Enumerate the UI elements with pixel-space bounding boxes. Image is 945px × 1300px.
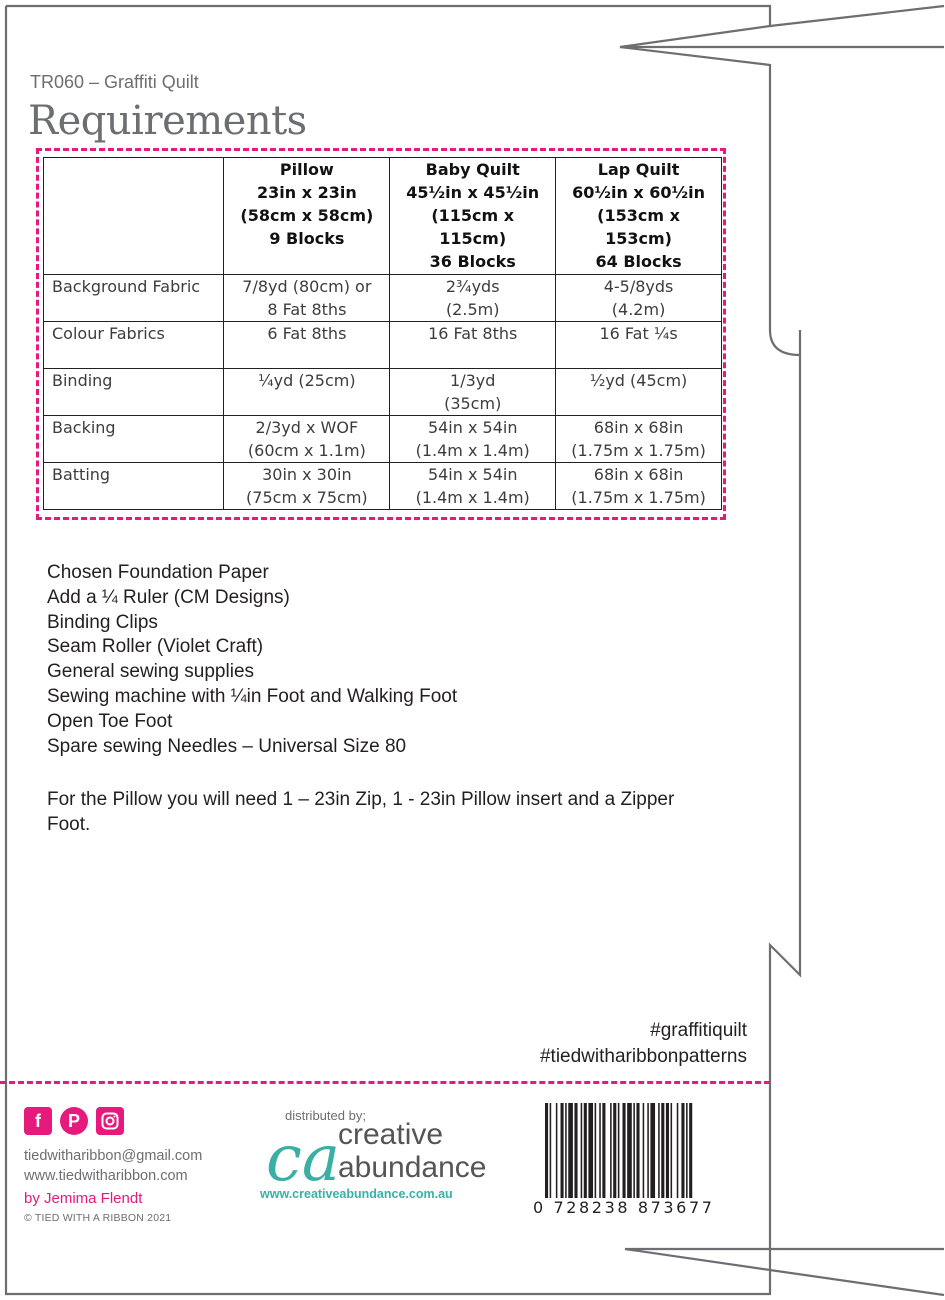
contact-info bbox=[24, 1146, 202, 1186]
cell-line: 4-5/8yds bbox=[603, 277, 674, 296]
row-label: Background Fabric bbox=[44, 275, 224, 322]
cell-line: (35cm) bbox=[444, 394, 502, 413]
cell-line: 7/8yd (80cm) or bbox=[242, 277, 372, 296]
header-line: 153cm) bbox=[605, 229, 672, 248]
cell-line: 30in x 30in bbox=[262, 465, 352, 484]
list-item: General sewing supplies bbox=[47, 661, 255, 683]
table-cell bbox=[556, 369, 722, 416]
cell-line: 1/3yd bbox=[450, 371, 496, 390]
table-header-row bbox=[44, 158, 722, 275]
table-cell bbox=[224, 322, 390, 369]
list-item: Chosen Foundation Paper bbox=[47, 562, 269, 583]
table-cell bbox=[556, 463, 722, 510]
table-row bbox=[44, 275, 722, 322]
table-cell bbox=[390, 416, 556, 463]
list-item: Add a ¼ Ruler (CM Designs) bbox=[47, 586, 290, 608]
facebook-icon[interactable]: f bbox=[24, 1107, 52, 1135]
page-title: Requirements bbox=[28, 98, 307, 144]
cell-line: (1.75m x 1.75m) bbox=[571, 488, 706, 507]
cell-line: (4.2m) bbox=[611, 300, 666, 319]
cell-line: 54in x 54in bbox=[427, 418, 518, 437]
cell-line: 16 Fat 8ths bbox=[428, 324, 518, 343]
hashtag[interactable]: #tiedwitharibbonpatterns bbox=[539, 1046, 747, 1067]
list-item: Seam Roller (Violet Craft) bbox=[47, 636, 264, 658]
author-credit: by Jemima Flendt bbox=[24, 1190, 143, 1207]
table-cell bbox=[556, 322, 722, 369]
header-line: 60½in x 60½in bbox=[572, 183, 705, 202]
table-row bbox=[44, 416, 722, 463]
header-line: 9 Blocks bbox=[269, 229, 345, 248]
table-row bbox=[44, 369, 722, 416]
footer-divider bbox=[0, 1081, 770, 1084]
requirements-table bbox=[43, 157, 722, 510]
distributor-label: distributed by; bbox=[285, 1108, 366, 1123]
header-line: (115cm x bbox=[431, 206, 515, 225]
header-line: (153cm x bbox=[597, 206, 680, 225]
cell-line: 8 Fat 8ths bbox=[267, 300, 347, 319]
table-cell bbox=[224, 463, 390, 510]
svg-text:ca: ca bbox=[266, 1122, 340, 1196]
barcode-digits: 0 728238 873677 bbox=[533, 1198, 715, 1217]
list-item: Sewing machine with ¼in Foot and Walking Foot bbox=[47, 685, 458, 707]
supplies-list bbox=[47, 561, 457, 759]
header-line: (58cm x 58cm) bbox=[240, 206, 374, 225]
distributor-url[interactable]: www.creativeabundance.com.au bbox=[260, 1187, 453, 1201]
pinterest-icon[interactable]: P bbox=[60, 1107, 88, 1135]
header-lap-quilt bbox=[556, 158, 722, 275]
distributor-name: creative bbox=[338, 1118, 444, 1151]
row-label: Backing bbox=[44, 416, 224, 463]
table-cell bbox=[390, 463, 556, 510]
header-empty-cell bbox=[44, 158, 224, 275]
header-baby-quilt bbox=[390, 158, 556, 275]
table-cell bbox=[556, 275, 722, 322]
email-link[interactable]: tiedwitharibbon@gmail.com bbox=[24, 1148, 203, 1164]
table-cell bbox=[390, 369, 556, 416]
cell-line: 68in x 68in bbox=[593, 465, 684, 484]
cell-line: 6 Fat 8ths bbox=[267, 324, 347, 343]
cell-line: ½yd (45cm) bbox=[589, 371, 688, 390]
table-cell bbox=[556, 416, 722, 463]
row-label: Binding bbox=[44, 369, 224, 416]
header-line: 115cm) bbox=[439, 229, 507, 248]
hashtag[interactable]: #graffitiquilt bbox=[650, 1020, 747, 1041]
cell-line: ¼yd (25cm) bbox=[258, 371, 356, 390]
cell-line: (1.4m x 1.4m) bbox=[415, 488, 530, 507]
row-label: Colour Fabrics bbox=[44, 322, 224, 369]
header-line: 45½in x 45½in bbox=[406, 183, 540, 202]
website-link[interactable]: www.tiedwitharibbon.com bbox=[24, 1168, 188, 1184]
table-row bbox=[44, 322, 722, 369]
table-row bbox=[44, 463, 722, 510]
header-line: Pillow bbox=[279, 160, 334, 179]
cell-line: (60cm x 1.1m) bbox=[247, 441, 366, 460]
table-cell bbox=[390, 275, 556, 322]
list-item: Spare sewing Needles – Universal Size 80 bbox=[47, 735, 407, 757]
cell-line: 2¾yds bbox=[445, 277, 500, 296]
list-item: Binding Clips bbox=[47, 611, 158, 633]
header-line: 64 Blocks bbox=[595, 252, 682, 271]
table-cell bbox=[224, 369, 390, 416]
header-line: Baby Quilt bbox=[425, 160, 520, 179]
cell-line: (1.4m x 1.4m) bbox=[415, 441, 530, 460]
header-line: 36 Blocks bbox=[429, 252, 516, 271]
row-label: Batting bbox=[44, 463, 224, 510]
instagram-icon[interactable] bbox=[96, 1107, 124, 1135]
table-cell bbox=[224, 416, 390, 463]
copyright: © TIED WITH A RIBBON 2021 bbox=[24, 1212, 172, 1224]
barcode-icon bbox=[545, 1103, 737, 1198]
cell-line: (1.75m x 1.75m) bbox=[571, 441, 706, 460]
cell-line: 16 Fat ¼s bbox=[599, 324, 678, 343]
table-cell bbox=[390, 322, 556, 369]
header-pillow bbox=[224, 158, 390, 275]
pillow-note: For the Pillow you will need 1 – 23in Zip, 1 - 23in Pillow insert and a Zipper Foot. bbox=[47, 789, 675, 835]
cell-line: (75cm x 75cm) bbox=[246, 488, 368, 507]
cell-line: 54in x 54in bbox=[427, 465, 518, 484]
hashtags bbox=[540, 1018, 747, 1070]
cell-line: 68in x 68in bbox=[593, 418, 684, 437]
header-line: Lap Quilt bbox=[597, 160, 680, 179]
cell-line: 2/3yd x WOF bbox=[255, 418, 359, 437]
table-cell bbox=[224, 275, 390, 322]
pattern-code: TR060 – Graffiti Quilt bbox=[30, 72, 199, 92]
social-icons bbox=[24, 1107, 124, 1135]
header-line: 23in x 23in bbox=[256, 183, 357, 202]
distributor-name: abundance bbox=[338, 1151, 487, 1184]
cell-line: (2.5m) bbox=[445, 300, 500, 319]
list-item: Open Toe Foot bbox=[47, 710, 173, 732]
